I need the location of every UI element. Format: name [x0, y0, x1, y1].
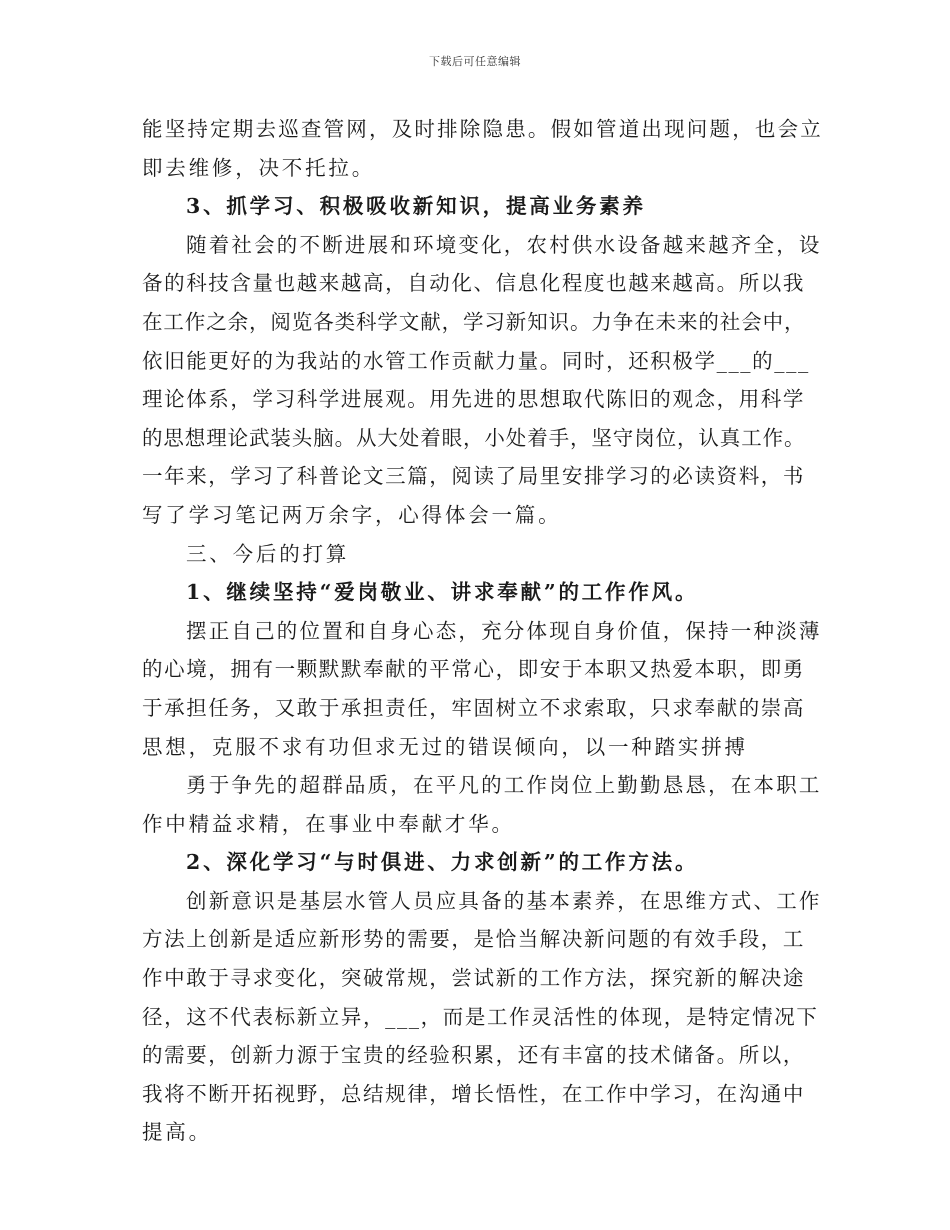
body-line: 我将不断开拓视野，总结规律，增长悟性，在工作中学习，在沟通中 [142, 1081, 805, 1106]
body-line: 的心境，拥有一颗默默奉献的平常心，即安于本职又热爱本职，即勇 [142, 657, 805, 682]
body-line: 提高。 [142, 1120, 212, 1145]
document-body [142, 110, 826, 1152]
body-line: 勇于争先的超群品质，在平凡的工作岗位上勤勤恳恳，在本职工 [186, 773, 822, 798]
body-line: 的思想理论武装头脑。从大处着眼，小处着手，坚守岗位，认真工作。 [142, 425, 806, 450]
header-note: 下载后可任意编辑 [429, 55, 521, 68]
body-line: 思想，克服不求有功但求无过的错误倾向，以一种踏实拼搏 [142, 734, 748, 759]
body-line: 随着社会的不断进展和环境变化，农村供水设备越来越齐全，设 [186, 232, 822, 257]
body-line: 能坚持定期去巡查管网，及时排除隐患。假如管道出现问题，也会立 [142, 117, 823, 141]
body-line: 作中敢于寻求变化，突破常规，尝试新的工作方法，探究新的解决途 [142, 966, 805, 991]
body-line: 径，这不代表标新立异，___，而是工作灵活性的体现，是特定情况下 [142, 1004, 819, 1029]
body-line: 依旧能更好的为我站的水管工作贡献力量。同时，还积极学___的___ [142, 348, 810, 373]
body-line: 备的科技含量也越来越高，自动化、信息化程度也越来越高。所以我 [142, 271, 805, 296]
section-heading: 三、今后的打算 [186, 541, 350, 566]
body-line: 写了学习笔记两万余字，心得体会一篇。 [142, 502, 562, 527]
body-line: 的需要，创新力源于宝贵的经验积累，还有丰富的技术储备。所以， [142, 1043, 805, 1068]
body-line: 即去维修，决不托拉。 [142, 155, 375, 180]
body-line: 摆正自己的位置和自身心态，充分体现自身价值，保持一种淡薄 [186, 618, 822, 643]
body-line: 于承担任务，又敢于承担责任，牢固树立不求索取，只求奉献的崇高 [142, 695, 805, 720]
section-heading: 1、继续坚持“爱岗敬业、讲求奉献”的工作作风。 [186, 580, 699, 605]
section-heading: 3、抓学习、积极吸收新知识，提高业务素养 [186, 194, 646, 219]
body-line: 在工作之余，阅览各类科学文献，学习新知识。力争在未来的社会中， [142, 309, 806, 334]
section-heading: 2、深化学习“与时俱进、力求创新”的工作方法。 [186, 850, 699, 875]
body-line: 一年来，学习了科普论文三篇，阅读了局里安排学习的必读资料，书 [142, 464, 805, 489]
body-line: 方法上创新是适应新形势的需要，是恰当解决新问题的有效手段，工 [142, 927, 805, 952]
body-line: 作中精益求精，在事业中奉献才华。 [142, 811, 515, 836]
body-line: 理论体系，学习科学进展观。用先进的思想取代陈旧的观念，用科学 [142, 387, 805, 412]
body-line: 创新意识是基层水管人员应具备的基本素养，在思维方式、工作 [186, 888, 822, 913]
